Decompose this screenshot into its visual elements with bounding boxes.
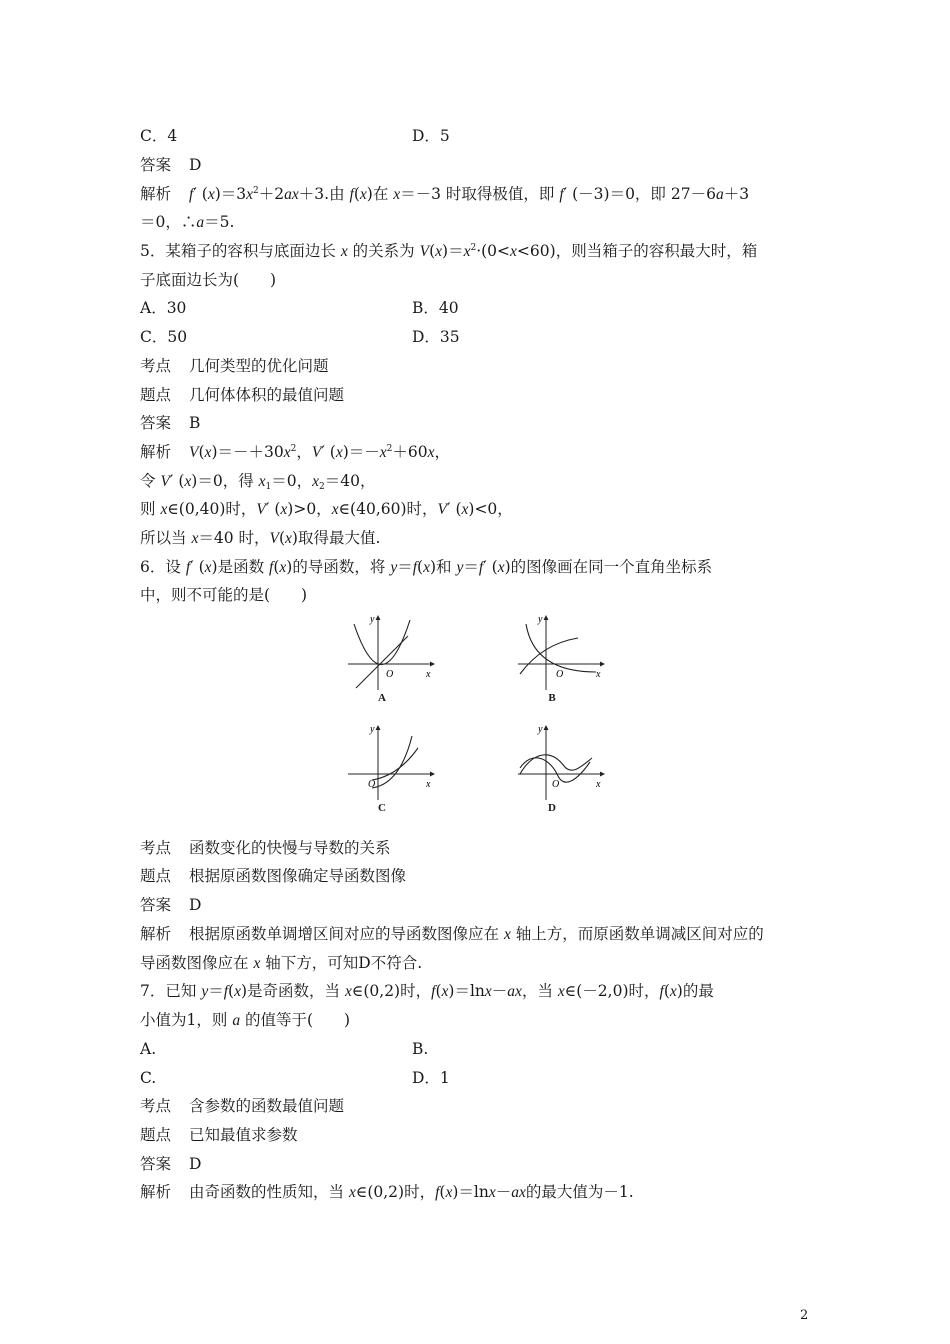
q7-kaodian-text: 含参数的函数最值问题 bbox=[189, 1097, 345, 1115]
q6-kaodian-text: 函数变化的快慢与导数的关系 bbox=[189, 839, 391, 857]
graph-c-x-label: x bbox=[426, 779, 431, 790]
q5-option-d: D．35 bbox=[412, 328, 460, 346]
graph-c-origin: O bbox=[368, 779, 376, 790]
q7-option-b: B. bbox=[412, 1040, 429, 1058]
q5-analysis-line3: 则 x∈(0,40)时，V′ (x)>0，x∈(40,60)时，V′ (x)<0， bbox=[140, 500, 513, 518]
q6-answer: D bbox=[189, 896, 202, 914]
q4-answer-line bbox=[140, 155, 201, 175]
q5-tidian-text: 几何体体积的最值问题 bbox=[189, 386, 345, 404]
q5-option-c: C．50 bbox=[140, 328, 188, 346]
q5-analysis-line2: 令 V′ (x)＝0，得 $x_1=0$，$x_2=40$， bbox=[140, 472, 376, 492]
q5-stem-a: 5．某箱子的容积与底面边长 bbox=[140, 242, 336, 260]
q5-analysis-line4: 所以当 x＝40 时，V(x)取得最大值. bbox=[140, 529, 381, 547]
q5-option-a: A．30 bbox=[140, 299, 187, 317]
q7-answer: D bbox=[189, 1155, 202, 1173]
q6-answer-line bbox=[140, 895, 201, 915]
graph-b-y-label: y bbox=[538, 614, 543, 625]
q6-stem-b: 是函数 bbox=[217, 558, 265, 576]
q7-option-d: D．1 bbox=[412, 1069, 450, 1087]
q6-stem-line1: 6．设 f′ (x)是函数 f(x)的导函数，将 y＝f(x)和 y＝f′ (x)的图像画在同一个直角坐标系 bbox=[140, 558, 713, 576]
graph-b-x-label: x bbox=[596, 669, 601, 680]
q5-tidian-label: 题点 bbox=[140, 386, 172, 404]
q6-analysis-c: 导函数图像应在 bbox=[140, 954, 249, 972]
q5-tidian bbox=[140, 385, 344, 405]
q7-tidian-text: 已知最值求参数 bbox=[189, 1126, 298, 1144]
q4-answer: D bbox=[189, 156, 202, 174]
q5-stem-line1: 5．某箱子的容积与底面边长 x 的关系为 $V(x)=x^2\cdot(0<x<60)$，则当箱子的容积最大时，箱 bbox=[140, 242, 758, 260]
q6-stem-c: 的导函数，将 bbox=[292, 558, 386, 576]
q5-answer-label: 答案 bbox=[140, 414, 172, 432]
q5-answer-line bbox=[140, 413, 200, 433]
graph-a-plot bbox=[342, 612, 462, 692]
q7-kaodian-label: 考点 bbox=[140, 1097, 172, 1115]
q6-analysis-b: 轴上方，而原函数单调减区间对应的 bbox=[515, 925, 764, 943]
q5-stem-b: 的关系为 bbox=[352, 242, 415, 260]
graph-c-y-label: y bbox=[370, 724, 375, 735]
graph-c bbox=[342, 722, 462, 817]
q7-stem-a: 7．已知 bbox=[140, 982, 197, 1000]
q7-stem-line2a: 小值为1，则 bbox=[140, 1011, 228, 1029]
q4-analysis-math: f′ $(x)=3x^2+2ax+3$.由 f(x)在 x＝－3 时取得极值，即 f′ (－3)＝0，即 27－6a＋3 bbox=[189, 185, 750, 203]
q7-stem-f: 的最 bbox=[682, 982, 714, 1000]
q5-analysis-line1: 解析 $V(x)=-+30x^2$，V′ $(x)=-x^2+60x$， bbox=[140, 443, 451, 461]
graph-d bbox=[512, 722, 632, 817]
q6-kaodian bbox=[140, 838, 391, 858]
q6-analysis-label: 解析 bbox=[140, 925, 172, 943]
q5-analysis-label: 解析 bbox=[140, 443, 172, 461]
q5-stem-line2: 子底面边长为( ) bbox=[140, 271, 277, 289]
q7-analysis-b: 时， bbox=[404, 1183, 436, 1201]
q7-analysis-line1: 解析 由奇函数的性质知，当 x∈(0,2)时，f(x)＝lnx－ax的最大值为－1. bbox=[140, 1183, 634, 1201]
q7-analysis-c: 的最大值为－1. bbox=[525, 1183, 634, 1201]
q6-analysis-line1: 解析 根据原函数单调增区间对应的导函数图像应在 x 轴上方，而原函数单调减区间对应的 bbox=[140, 925, 764, 943]
q7-stem-b: 是奇函数，当 bbox=[247, 982, 341, 1000]
q5-kaodian bbox=[140, 356, 329, 376]
q6-analysis-a: 根据原函数单调增区间对应的导函数图像应在 bbox=[189, 925, 500, 943]
q7-stem-e: 时， bbox=[628, 982, 660, 1000]
graph-d-label: D bbox=[548, 802, 556, 814]
graph-d-x-label: x bbox=[596, 779, 601, 790]
q4-option-d: D．5 bbox=[412, 127, 450, 145]
q7-stem-c: 时， bbox=[400, 982, 432, 1000]
graph-b bbox=[512, 612, 632, 707]
q7-tidian bbox=[140, 1125, 298, 1145]
graph-b-plot bbox=[512, 612, 632, 692]
q5-stem-c: ，则当箱子的容积最大时，箱 bbox=[555, 242, 758, 260]
page-number: 2 bbox=[800, 1308, 809, 1323]
q6-stem-d: 和 bbox=[436, 558, 452, 576]
q7-tidian-label: 题点 bbox=[140, 1126, 172, 1144]
q6-kaodian-label: 考点 bbox=[140, 839, 172, 857]
q5-kaodian-label: 考点 bbox=[140, 357, 172, 375]
graph-d-origin: O bbox=[552, 779, 560, 790]
q4-option-c: C．4 bbox=[140, 127, 178, 145]
q6-tidian bbox=[140, 866, 406, 886]
graph-d-plot bbox=[512, 722, 632, 802]
q6-answer-label: 答案 bbox=[140, 896, 172, 914]
graph-c-plot bbox=[342, 722, 462, 802]
q6-analysis-d: 轴下方，可知D不符合. bbox=[265, 954, 423, 972]
graph-c-label: C bbox=[378, 802, 386, 814]
q6-analysis-line2: 导函数图像应在 x 轴下方，可知D不符合. bbox=[140, 954, 423, 972]
q6-stem-line2: 中，则不可能的是( ) bbox=[140, 586, 308, 604]
q7-option-c: C. bbox=[140, 1069, 157, 1087]
graph-a-x-label: x bbox=[426, 669, 431, 680]
q7-answer-label: 答案 bbox=[140, 1155, 172, 1173]
q7-stem-d: ，当 bbox=[521, 982, 553, 1000]
q7-answer-line bbox=[140, 1154, 201, 1174]
q7-kaodian bbox=[140, 1096, 344, 1116]
graph-b-origin: O bbox=[556, 669, 564, 680]
q7-stem-line2: 小值为1，则 a 的值等于( ) bbox=[140, 1011, 351, 1029]
q5-option-b: B．40 bbox=[412, 299, 459, 317]
q4-analysis-label: 解析 bbox=[140, 185, 172, 203]
q6-tidian-text: 根据原函数图像确定导函数图像 bbox=[189, 867, 407, 885]
graph-a-label: A bbox=[378, 692, 386, 704]
q6-stem-a: 6．设 bbox=[140, 558, 181, 576]
q6-stem-e: 的图像画在同一个直角坐标系 bbox=[510, 558, 713, 576]
graph-d-y-label: y bbox=[538, 724, 543, 735]
q7-option-a: A. bbox=[140, 1040, 157, 1058]
q4-answer-label: 答案 bbox=[140, 156, 172, 174]
graph-a-y-label: y bbox=[370, 614, 375, 625]
q5-kaodian-text: 几何类型的优化问题 bbox=[189, 357, 329, 375]
graph-a-origin: O bbox=[386, 669, 394, 680]
graph-b-label: B bbox=[548, 692, 556, 704]
q7-stem-line2b: 的值等于( ) bbox=[245, 1011, 351, 1029]
q7-analysis-a: 由奇函数的性质知，当 bbox=[189, 1183, 345, 1201]
graph-a bbox=[342, 612, 462, 707]
q6-tidian-label: 题点 bbox=[140, 867, 172, 885]
q4-analysis-line1 bbox=[140, 184, 749, 205]
q5-answer: B bbox=[189, 414, 201, 432]
q4-analysis-line2: ＝0，∴a＝5. bbox=[140, 213, 235, 231]
q7-stem-line1: 7．已知 y＝f(x)是奇函数，当 x∈(0,2)时，f(x)＝lnx－ax，当 x∈(－2,0)时，f(x)的最 bbox=[140, 982, 714, 1000]
q7-analysis-label: 解析 bbox=[140, 1183, 172, 1201]
